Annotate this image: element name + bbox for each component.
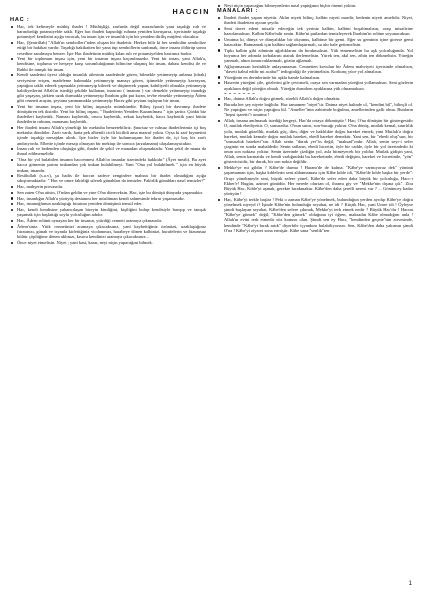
section-heading-manalari: MANALARI : xyxy=(217,7,259,14)
paragraph: Kendi saadetini üyesi olduğu insanlık ailesinin saadetinde gören, bilmekle yetinmeyip anlama (idrak) seviyesine erişen, madeleme bakmakla yetinmeyip manayı gören, işitmekle yetinmeyip kavrayan, yaptığını taklit ederek yapmakla yetinmeyip bilerek ve düşünerek yapan, kabiliyetli olmakla yetinmeyip kabiliyetlerini Allah'ın istediği şekilde kullanan, inancını ( imanını ) var demekle yetinmeyip inandığı gibi yaşayan, şirkten uzak durmakla yetinmeyip İbrahim gibi put kıran, tevbe etmekle yetinmeyip Âdem gibi cennetí arayan, şeytana yanmamakla yetinmeyip Hacer gibi şeytanı taşlayan bir insan. xyxy=(10,72,206,103)
paragraph: "Ona bir yol bulabilen insanın haccetmesi Allah'ın insanlar üzerindeki hakkıdır" (Âyet meali). Bu ayet hacca gitmenin şartını imkandan çok imkan bulabilmeyi. Yani "Ona yol bulabilmek " için en büyük imkan, imandır. xyxy=(10,157,206,172)
paragraph: Hac, tek kelimeyle müthiş ibadet ! Müthişliği, zarfında değil mazrufunda yani taşıdığı ruh ve barındırdığı potansiyelde saklı. Eğer hac ibadeti kapsıdığı ruhuna yeniden kavuşursa, içerisinde taşıdığı potansiyel kendisini açığa vuracak, bu insan için ve insanlık için bir yeniden diriliş müjdesi olacaktır. xyxy=(10,24,206,39)
paragraph: İbadeti ibadet yapan niyettir. Aklın niyeti bilinç, kalbin niyeti mardir, bedenin niyeti amelidir. Niyet, ibadeti ibadetten ayıran şeydir. xyxy=(217,15,413,25)
paragraph: Yeni bir insanın inşası, yeni bir bilinç inşasıyla mümkündür. Bilinç (şuur) bir davranışı ibadete dönüştüren tek iksirdir. Yeni bir bilinç inşası, " İbadetlerin Yeniden Kazanılması " için şarttır. Çünkü biz ibadetleri kaybettik. Namazı kaybettik, orucu kaybettik, zekatı kaybettik, haccı kaybettik yani bütün ibadetlerin ruhunu, manasını kaybettik. xyxy=(10,104,206,125)
paragraph: Resûlullah (s.a.v), şu hadis ile haccın sadece zenginlere mahsus bir ibadet olmadığını açığa sıkıştırmaktadır: " Hac ve umre fakirliği silerek günahları da temizler. Fakirlik günahları nasıl temizler?" xyxy=(10,173,206,183)
paragraph: İnsan ruh ve bedenden oluştuğu gibi, ibadet de şekil ve manadan oluşmaktadır. Yani şekil de mana da ihmal edilmemelidir. xyxy=(10,146,206,156)
paragraph: Hac, insanlığın Allah'a yürüyüş destanını her müslüman kendi sahnesinde tekrar yaşamasıdır. xyxy=(10,196,206,201)
paragraph: Yeni bir toplumun inşası için, yeni bir insanın inşası kaçınılmazdır. Yeni bir insan, yani Allah'a, kendisine, topluma ve herşeye karşı sorumluluğunun bilincine ulaşmış bir insan, dahası kendisi ile ve Rabbi ile tanışık bir insan. xyxy=(10,56,206,71)
paragraph: Sen zaten O'na aitsin, O'ndan geldin ve yine O'na döneceksin. Hac, işte bu dönüşü dünyada yaşamaktır. xyxy=(10,190,206,195)
paragraph: Unutma ki, dünya ve dünyalıklar bir okyanus, kalbinse bir gemi. Eğer su geminin içine girerse gemi batacaktır. Batmamak için kalbini sağlamlaştırmalı, su alır hale getirmelisin. xyxy=(217,37,413,47)
paragraph: Seni davet edeni misafir edeceğin tek yeriniz kalbin, kalbini boşaltmalısın, oraşı misafirine hazırlamalısın. Kalbin Kâbe'ndir senin. Kâbe'ni putlardan temizleyerek İbrahim'in rolüne soyunacaksın. xyxy=(217,26,413,36)
left-list xyxy=(10,24,206,245)
paragraph: Ağlayamazsan kesinlikle anlayamazsın. Cennetten kovulan bir Âdem mahviyeti içerisinde olmalısın, "daveti kabul edilir mi acaba?" tedirginliği ile yürümelisin. Korkunç yüce yol almalısın. xyxy=(217,64,413,74)
paragraph: Hasretin yüreğini çile, gözlerini gile çevirmeli, oraya sen varmadan yüreğini yollamalısın. Seni gözlerin ayakların değil yüreğin olmalı. Yüreğin dururken ayaklarına yük olmamalısın. xyxy=(217,80,413,90)
paragraph: Âdem'siniz. Yitik cennetinizi aramaya çıkacaksınız, yani kaybettiğiniz özünüzü, uzaklaştığınız fıtratınızı, günah ve isyanla kirlettiğiniz vicdanınızı, harabeye dönen kalbinizi, hurafelerin ve lüzumsuz kültür çöplüğüne dönen aklınızı, kısaca kendinizi aramaya çıkacaksınız... xyxy=(10,224,206,239)
paragraph: Yüreğinin en derinlerinde bir aşkla hamle kalmalısın. xyxy=(217,75,413,80)
paragraph: Neyi niçin yapacağını bilmeyenlerin nasıl yaptığının hiçbir önemi yoktur. xyxy=(217,3,413,8)
right-column xyxy=(217,3,413,233)
paragraph: Hac, (Şeairillah) "Allah'ın sembolleri"nden oluşan bir ibadettir. Herkes bilir ki her sembolün sembolize ettiği bir hakikat vardır. Taşıdığı hakikatten bir yana tüp sembollerin sanlımak, önce insanı öldürüp sonra cesedine sanılmaya benzer. İşte Hac ibadetinin müthiş kılan ruh ve potansiyelden kastımız budur. xyxy=(10,40,206,55)
right-list-2 xyxy=(217,96,413,232)
paragraph: Her ibadeti insanı Allah'a yöneltiği bir mektuba benzetebiliriz. Şuursuz ve ruhsuz ibadetlerimiz içi boş mektuba döndüler. Zarfı vardı, hatta pek albenili cicili bicilidi ama mazruf yoktu. Oysa ki zarf kıymetini içinde taşıdığı mesajdan alırdı. İşte bizler öyle bir bulunmuşum bir ibadet de, içi boş bir zarfı andırıyordu. Elbette içinde mesajı olmayan bir mektup ile sonuca (arzulanana) ulaşılamayacaktır. xyxy=(10,125,206,146)
section-heading-hac: HAC : xyxy=(10,17,30,23)
section-separator: = = = = = = = xyxy=(224,91,256,97)
paragraph: Hac, Kâbe'yi terkle başlar ! Peki o zaman Kâbe'ye yönelmek, bulunduğun yerden ayrılıp Kâbe'ye doğru yönelmek niyeyd i? İşinde Kâbe'nin bulunduğu seyahat, ne idi ? Küçük Hac, yani Umre idi ! Öyleyse şimdi başlayan seyahat, Kâbe'den sefere çıkmak, Mekke'yi terk etmek nedir ? Büyük Hac'dır ! Hacım "Kâbe'ye gitmek" değil, "Kâbe'den gitmek" olduğunu iyi öğren, maksadın Kâbe olmadığını anla ! Allah'ın evini terk etmedir söz konusu olan. Şimdi sen ey Hacı, "kendinden geçme"nin zirvesinde, kendinde "Kâbe'yi bırak artık" diyerbile içyankını bulabiliyorsun. Sen, Kâbe'den daha yakınsın şimdi O'na ! Kâbe'yi ziyaret sona ermiştir. Kâbe sana "senlik"ten xyxy=(217,197,413,233)
page-number: 1 xyxy=(408,581,412,587)
right-list xyxy=(217,15,413,91)
right-top-list xyxy=(217,3,413,8)
paragraph: Önce niyet etmelisin. Niyet ; yani kast, karar, neyi niçin yapacağını bilmek. xyxy=(10,240,206,245)
left-column xyxy=(10,18,206,246)
paragraph: Tıpkı kalbin gibi zihninin ağırlıklarını da bırakmalısın. Yük etmemelisin bu aşk yolculuğunda. Yol boyunca her adımda torbalarını atarak ilerlemelisin. Yürek ten, akıl ten, zihin ten dökmelisin. Yüreğin yanmalı, alnın tomurcuklanmalı, gözün ağlamalı. xyxy=(217,48,413,63)
paragraph: Hac, mahşerin provasıdır. xyxy=(10,184,206,189)
paragraph: Allah, insana anılmasak istediği hergeyi, Hac'da ortaya dökmüştür ! Hac; O'na dönüşün bir göstergesidir O, mutlak ebediyettir. O, sonsuzdur. O'nun sınırı, sou-bucağı yoktur. O'na dönüş, mutlak kemal, sınırlılık yolu, mutlak güzellik, mutlak güç, ilim, diğer ve haklılıkte doğru hareket etmek; yani Mutlak'a doğru hareket, mutlak kemale doğru mutlak hareket, ebedî hareket demektir. Yani sen, bir "ebedi oluş"sun, bir "sonsuzluk hareketi"sin. Allah senin "durak yer"in değil, "maksad"ındır. Allah, senin seyr-i sefer çizginin en sonda mahaldedir. Senin safların, ebedi hicretin, öyle bir cadde, öyle bir yol üzerindedir ki onun son noktası yoktur. Senin üzerinde çizdiğin yol, asla bitmeyecek bir yoldur. Mutlak gidişin yani, Allah, senin karmatıkı ve kendi varlığındaki bu hareketinde, ebedi değişim, hareket ve hicretinde, "yön" göstericisidir, bir durak, bir son nokta değildir. xyxy=(217,118,413,164)
paragraph: Hac, Âdem rolünü oynayan her bir insanın, yitirdiği cenneti aramaya çıkmasıdır. xyxy=(10,218,206,223)
paragraph: Hac, kendi kendisine yabancılaşan bireyin kimliğini, kişiliğini bulup kendisiyle barışıp ve tanışık yaşamak için başlattığı soylu yolculuğun adıdır. xyxy=(10,207,206,217)
paragraph: Burada her şey niyete bağlıdır. Hac tamamen "niyet"tir. Daima niyet halinde ol, "kendini bil", bilinçli ol. Ne yaptığını ve niçin yaptığını bil. "Ameller"inin zahirinde boğulma, amellerinden gaflı olma. Bunların "hepsi işaretti"r unutma ! xyxy=(217,102,413,117)
paragraph: Hac, insanoğlunun uzaklaştığı fıtratına yeniden dönüşünü temsil eder. xyxy=(10,201,206,206)
paragraph: Hac, daima Allah'a doğru gitmek, sürekli Allah'a doğru olmaktır. xyxy=(217,96,413,101)
document-title: HACCIN xyxy=(172,7,210,16)
paragraph: Mekke'ye mi gildin ? Kâbe'de durma ! Haram'de de kalma. "Kâbe'ye varmıyoruz dek" yönünü şaşırmaman için, başka kıblelerin seni aldatmaması için Kâbe kıble idi, "Kâbe'de kıble başka bir yerde". Orayı yöneltmeyle seni, büyük sefere yönel, Kâbe'de sefer eden daha büyük bir yolculuğa, Hacc-ı Ekber'e! Bugün, azimet günüdür. Her nerede olursan ol, ihramı giy ve "Mekke'nin dışına çık". Zira Büyük Hac, Kıble'yi aşmak, gerekte bırakmaktır. Kâbe'den daha şerefli neresi var ? ... Gönüncey kadar yürüyün ! xyxy=(217,165,413,196)
